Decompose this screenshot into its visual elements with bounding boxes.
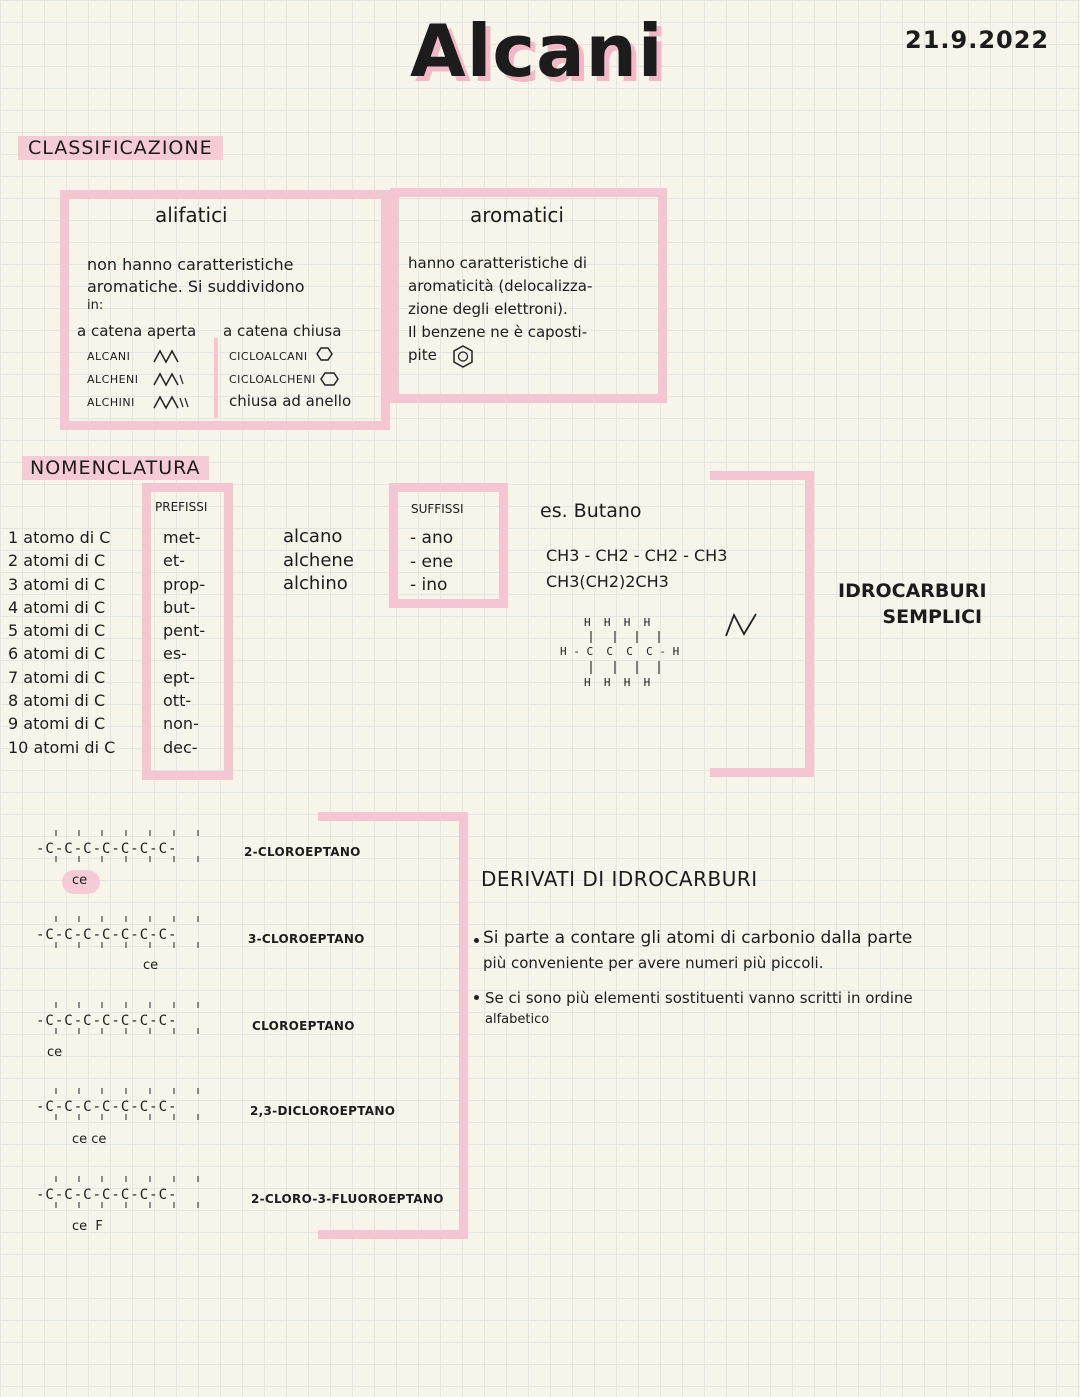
atoms-row: 4 atomi di C [8, 597, 106, 617]
compound-name: 2,3-DICLOROEPTANO [250, 1104, 396, 1118]
carbon-chain: -C-C-C-C-C-C-C- [36, 1013, 178, 1029]
substituent-label: ce ce [72, 1132, 107, 1147]
bullet-icon [474, 995, 479, 1000]
note-line: Si parte a contare gli atomi di carbonio dalla parte [483, 928, 913, 948]
prefix-item: ott- [163, 691, 192, 711]
class-item: alchene [283, 549, 354, 571]
suffix-column [410, 527, 453, 598]
carbon-chain: -C-C-C-C-C-C-C- [36, 1187, 178, 1203]
carbon-chain: -C-C-C-C-C-C-C- [36, 1099, 178, 1115]
note-2 [485, 984, 913, 1034]
alifatici-title: alifatici [155, 203, 228, 227]
prefix-item: ept- [163, 667, 196, 687]
substituent-label: ce [143, 958, 159, 973]
derivati-heading: DERIVATI DI IDROCARBURI [481, 867, 758, 891]
page-date: 21.9.2022 [905, 26, 1050, 54]
butano-struct-top: H H H H [584, 616, 651, 629]
prefix-item: pent- [163, 621, 206, 641]
class-item: alchino [283, 573, 348, 594]
suffissi-header: SUFFISSI [411, 502, 464, 516]
prefix-item: non- [163, 714, 199, 734]
chiusa-anello-item: chiusa ad anello [229, 392, 352, 410]
aromatici-desc-line: hanno caratteristiche di [408, 254, 588, 272]
prefix-item: prop- [163, 574, 206, 594]
classes-column [283, 525, 354, 596]
note-1 [483, 924, 912, 978]
carbon-chain: -C-C-C-C-C-C-C- [36, 841, 178, 857]
note-line: più conveniente per avere numeri più piccoli. [483, 954, 824, 972]
suffix-item: - ino [410, 575, 448, 595]
compound-name: 3-CLOROEPTANO [248, 932, 365, 946]
cicloalcheni-item: CICLOALCHENI [229, 373, 316, 386]
closed-chain-label: a catena chiusa [223, 322, 342, 340]
aromatici-desc-line: aromaticità (delocalizza- [408, 277, 593, 295]
open-chain-label: a catena aperta [77, 322, 197, 340]
substituent-label: ce F [72, 1219, 103, 1234]
bullet-icon [474, 938, 479, 943]
page-title: Alcani [410, 9, 664, 93]
alcheni-item: ALCHENI [87, 373, 139, 386]
atoms-row: 6 atomi di C [8, 644, 106, 664]
atoms-row: 2 atomi di C [8, 551, 106, 571]
aromatici-desc-line: Il benzene ne è caposti- [408, 323, 588, 341]
alifatici-desc-line: non hanno caratteristiche [87, 255, 294, 274]
alifatici-desc-line: in: [87, 298, 104, 313]
compound-name: 2-CLORO-3-FLUOROEPTANO [251, 1192, 444, 1206]
ring-icons [312, 346, 342, 390]
suffix-item: - ano [410, 528, 454, 548]
alifatici-desc-line: aromatiche. Si suddividono [87, 277, 305, 296]
prefix-item: met- [163, 528, 201, 547]
alchini-item: ALCHINI [87, 396, 135, 409]
compound-name: 2-CLOROEPTANO [244, 845, 361, 859]
idrocarburi-bracket [710, 471, 814, 777]
idrocarburi-label [838, 578, 987, 630]
prefissi-header: PREFISSI [155, 500, 208, 514]
atoms-row: 10 atomi di C [8, 737, 116, 757]
prefix-item: es- [163, 644, 187, 664]
atoms-row: 5 atomi di C [8, 621, 106, 641]
aromatici-desc-line: zione degli elettroni). [408, 300, 568, 318]
atoms-row: 8 atomi di C [8, 691, 106, 711]
substituent-label: ce [72, 873, 88, 888]
idrocarburi-label-line: SEMPLICI [882, 606, 983, 628]
alcani-item: ALCANI [87, 350, 131, 363]
nomenclatura-heading: NOMENCLATURA [22, 456, 209, 480]
substituent-label: ce [47, 1045, 63, 1060]
example-label: es. Butano [540, 500, 642, 522]
idrocarburi-label-line: IDROCARBURI [838, 580, 987, 602]
butano-struct-bot: H H H H [584, 676, 651, 689]
atoms-row: 3 atomi di C [8, 574, 106, 594]
note-line: alfabetico [485, 1012, 550, 1027]
compound-name: CLOROEPTANO [252, 1019, 355, 1033]
benzene-icon [452, 345, 474, 369]
carbon-chain: -C-C-C-C-C-C-C- [36, 927, 178, 943]
prefix-item: et- [163, 551, 185, 571]
aromatici-title: aromatici [470, 203, 564, 227]
class-item: alcano [283, 526, 343, 547]
prefix-item: but- [163, 597, 196, 617]
cicloalcani-item: CICLOALCANI [229, 350, 308, 363]
butano-bonds [588, 630, 668, 675]
atoms-row: 1 atomo di C [8, 528, 111, 547]
note-line: Se ci sono più elementi sostituenti vanno scritti in ordine [485, 989, 913, 1007]
butano-struct-mid: H - C C C C - H [560, 645, 680, 658]
atoms-row: 9 atomi di C [8, 714, 106, 734]
aromatici-description [408, 252, 592, 367]
aromatici-desc-line: pite [408, 346, 437, 364]
prefix-item: dec- [163, 737, 198, 757]
butano-formula-1: CH3 - CH2 - CH2 - CH3 [546, 546, 728, 565]
butano-formula-2: CH3(CH2)2CH3 [546, 572, 669, 591]
classificazione-heading: CLASSIFICAZIONE [18, 136, 223, 160]
suffix-item: - ene [410, 551, 454, 572]
atoms-row: 7 atomi di C [8, 667, 106, 687]
chain-bond-ticks [0, 0, 240, 1260]
